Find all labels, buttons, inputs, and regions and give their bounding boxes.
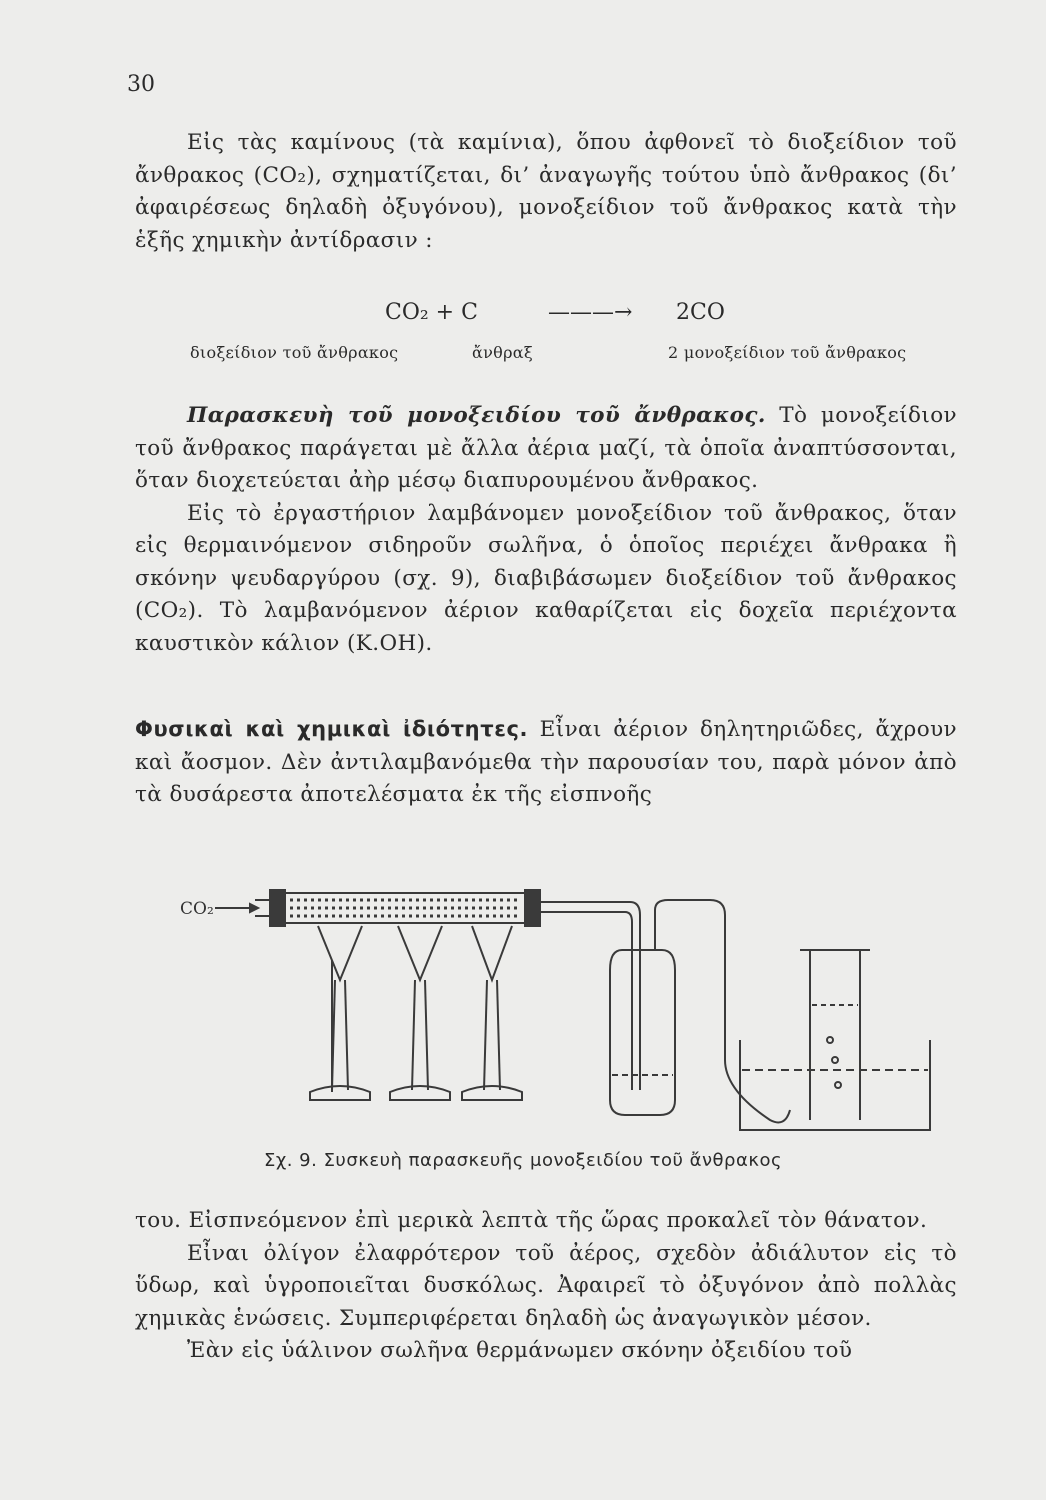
preparation-text-1: Τὸ μονοξείδιον τοῦ ἄνθρακος παράγεται μὲ ἄλλα ἀέρια μαζί, τὰ ὁποῖα ἀναπτύσσονται, ὅταν διοχετεύεται ἀὴρ μέσῳ διαπυρουμένου ἄνθρακος. — [135, 403, 958, 493]
tube-stopper-right — [525, 890, 540, 926]
burner-1 — [310, 926, 370, 1100]
apparatus-drawing — [170, 860, 950, 1150]
label-co: 2 μονοξείδιον τοῦ ἄνθρακος — [668, 343, 907, 362]
equation-rhs: 2CO — [676, 300, 725, 325]
wash-flask — [610, 950, 675, 1115]
continuation-paragraph-3: Ἐὰν εἰς ὑάλινον σωλῆνα θερμάνωμεν σκόνην ὀξειδίου τοῦ — [187, 1338, 853, 1363]
inlet-label: CO₂ — [180, 899, 214, 919]
label-c: ἄνθραξ — [472, 343, 533, 362]
apparatus-figure — [170, 860, 950, 1150]
inlet-arrowhead — [250, 904, 258, 912]
properties-paragraph — [135, 713, 957, 812]
properties-text: Εἶναι ἀέριον δηλητηριῶδες, ἄχρουν καὶ ἄοσμον. Δὲν ἀντιλαμβανόμεθα τὴν παρουσίαν του, παρὰ μόνον ἀπὸ τὰ δυσάρεστα ἀποτελέσματα ἐκ τῆς εἰσπνοῆς — [135, 717, 958, 807]
continuation-paragraph-2: Εἶναι ὀλίγον ἐλαφρότερον τοῦ ἀέρος, σχεδὸν ἀδιάλυτον εἰς τὸ ὕδωρ, καὶ ὑγροποιεῖται δυσκόλως. Ἀφαιρεῖ τὸ ὀξυγόνον ἀπὸ πολλὰς χημικὰς ἑνώσεις. Συμπεριφέρεται δηλαδὴ ὡς ἀναγωγικὸν μέσον. — [135, 1240, 957, 1331]
preparation-section — [135, 400, 957, 660]
outlet-pipe — [540, 902, 640, 930]
continuation-paragraph-1: του. Εἰσπνεόμενον ἐπὶ μερικὰ λεπτὰ τῆς ὥρας προκαλεῖ τὸν θάνατον. — [135, 1208, 928, 1233]
tube-stopper-left — [270, 890, 285, 926]
continuation-section — [135, 1205, 957, 1368]
properties-section — [135, 713, 957, 812]
preparation-paragraph-2: Εἰς τὸ ἐργαστήριον λαμβάνομεν μονοξείδιον τοῦ ἄνθρακος, ὅταν εἰς θερμαινόμενον σιδηροῦν σωλῆνα, ὁ ὁποῖος περιέχει ἄνθρακα ἢ σκόνην ψευδαργύρου (σχ. 9), διαβιβάσωμεν διοξείδιον τοῦ ἄνθρακος (CO₂). Τὸ λαμβανόμενον ἀέριον καθαρίζεται εἰς δοχεῖα περιέχοντα καυστικὸν κάλιον (K.OH). — [135, 500, 957, 656]
intro-paragraph: Εἰς τὰς καμίνους (τὰ καμίνια), ὅπου ἀφθονεῖ τὸ διοξείδιον τοῦ ἄνθρακος (CO₂), σχηματίζεται, δι’ ἀναγωγῆς τούτου ὑπὸ ἄνθρακος (δι’ ἀφαιρέσεως δηλαδὴ ὀξυγόνου), μονοξείδιον τοῦ ἄνθρακος κατὰ τὴν ἑξῆς χημικὴν ἀντίδρασιν : — [135, 130, 957, 253]
preparation-heading: Παρασκευὴ τοῦ μονοξειδίου τοῦ ἄνθρακος. — [187, 403, 766, 428]
burner-3 — [462, 926, 522, 1100]
label-co2: διοξείδιον τοῦ ἄνθρακος — [190, 343, 399, 362]
gas-jar — [800, 950, 870, 1120]
burner-2 — [390, 926, 450, 1100]
equation-lhs: CO₂ + C — [385, 300, 478, 325]
properties-heading: Φυσικαὶ καὶ χημικαὶ ἰδιότητες. — [135, 717, 529, 741]
figure-caption: Σχ. 9. Συσκευὴ παρασκευῆς μονοξειδίου τοῦ ἄνθρακος — [263, 1150, 783, 1171]
page-number: 30 — [127, 72, 155, 97]
preparation-paragraph-1 — [135, 400, 957, 498]
intro-section — [135, 127, 957, 257]
equation-arrow: ———→ — [548, 300, 633, 325]
